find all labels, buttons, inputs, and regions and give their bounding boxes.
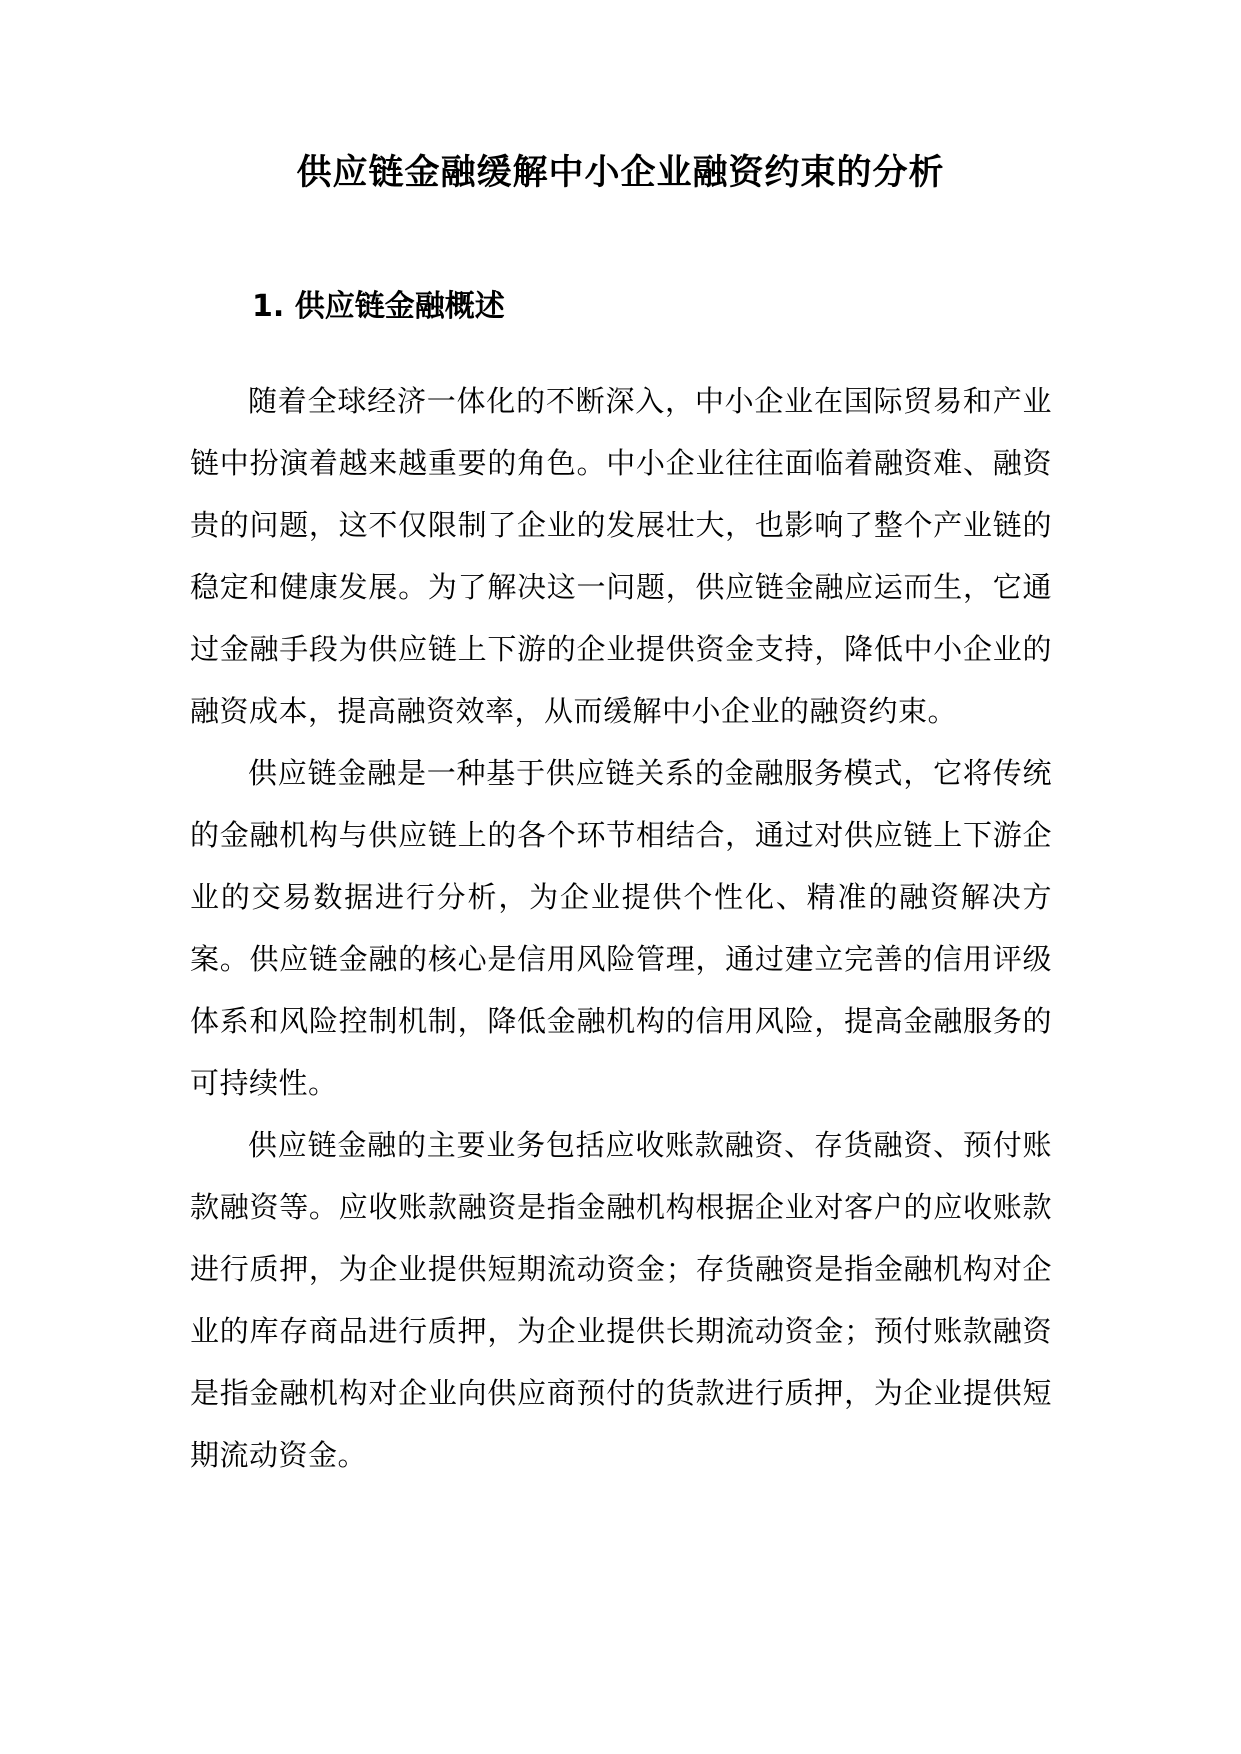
- section-heading: 1. 供应链金融概述: [252, 289, 505, 324]
- paragraph: 供应链金融的主要业务包括应收账款融资、存货融资、预付账款融资等。应收账款融资是指金融机构根据企业对客户的应收账款进行质押，为企业提供短期流动资金；存货融资是指金融机构对企业的库存商品进行质押，为企业提供长期流动资金；预付账款融资是指金融机构对企业向供应商预付的货款进行质押，为企业提供短期流动资金。: [190, 1128, 1052, 1472]
- section-body: [190, 370, 1052, 1486]
- document-title: 供应链金融缓解中小企业融资约束的分析: [296, 153, 945, 193]
- paragraph: 供应链金融是一种基于供应链关系的金融服务模式，它将传统的金融机构与供应链上的各个环节相结合，通过对供应链上下游企业的交易数据进行分析，为企业提供个性化、精准的融资解决方案。供应链金融的核心是信用风险管理，通过建立完善的信用评级体系和风险控制机制，降低金融机构的信用风险，提高金融服务的可持续性。: [190, 756, 1052, 1100]
- paragraph: 随着全球经济一体化的不断深入，中小企业在国际贸易和产业链中扮演着越来越重要的角色。中小企业往往面临着融资难、融资贵的问题，这不仅限制了企业的发展壮大，也影响了整个产业链的稳定和健康发展。为了解决这一问题，供应链金融应运而生，它通过金融手段为供应链上下游的企业提供资金支持，降低中小企业的融资成本，提高融资效率，从而缓解中小企业的融资约束。: [190, 384, 1052, 728]
